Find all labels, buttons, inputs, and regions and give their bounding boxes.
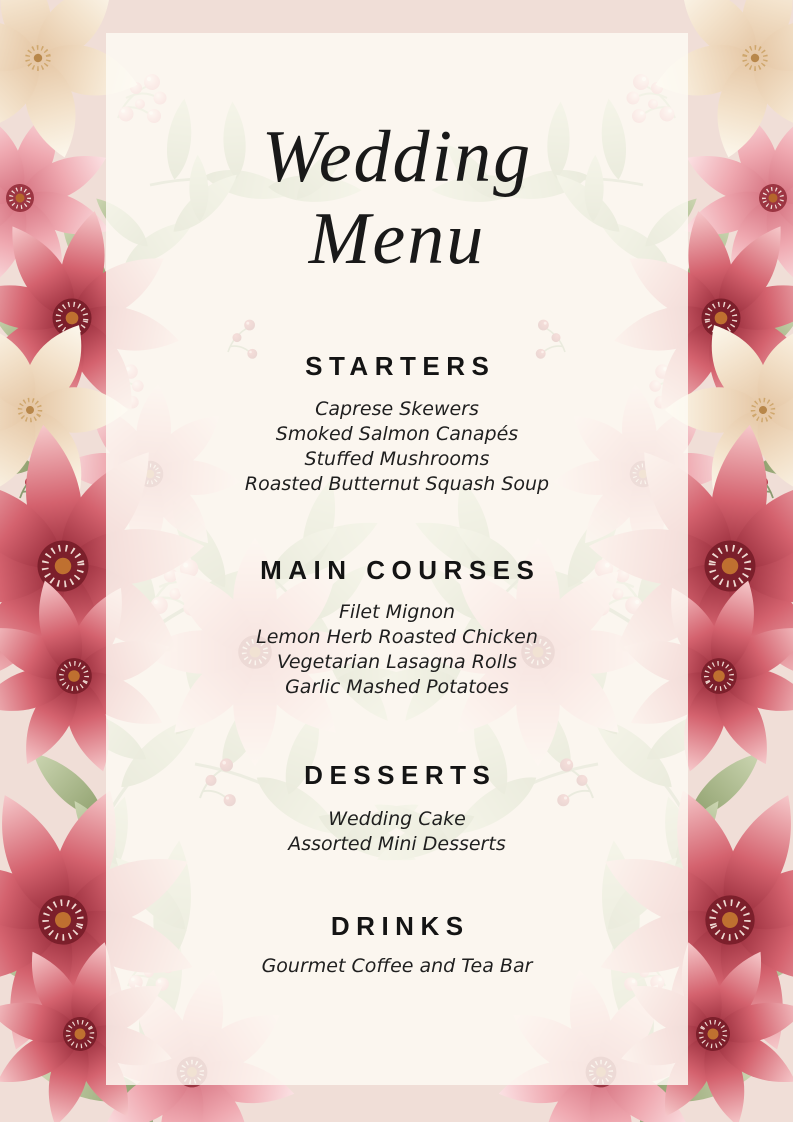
menu-item: Stuffed Mushrooms: [304, 448, 490, 470]
menu-item: Wedding Cake: [328, 808, 466, 830]
section-heading-starters: STARTERS: [305, 351, 496, 381]
menu-title-line2: Menu: [308, 198, 486, 280]
page-title: [106, 116, 688, 280]
section-items-desserts: [106, 807, 688, 857]
menu-item: Roasted Butternut Squash Soup: [244, 473, 550, 495]
menu-item: Garlic Mashed Potatoes: [285, 676, 509, 698]
menu-item: Lemon Herb Roasted Chicken: [256, 626, 538, 648]
menu-item: Assorted Mini Desserts: [288, 833, 506, 855]
menu-item: Gourmet Coffee and Tea Bar: [261, 955, 533, 977]
section-heading-desserts: DESSERTS: [304, 760, 497, 790]
section-heading-main-courses: MAIN COURSES: [260, 555, 541, 585]
menu-item: Caprese Skewers: [315, 398, 479, 420]
menu-title-line1: Wedding: [261, 116, 533, 198]
section-items-main-courses: [106, 600, 688, 700]
section-heading-drinks: DRINKS: [330, 911, 470, 941]
section-items-starters: [106, 397, 688, 497]
menu-item: Smoked Salmon Canapés: [275, 423, 519, 445]
menu-item: Filet Mignon: [338, 601, 456, 623]
section-items-drinks: [106, 954, 688, 979]
menu-item: Vegetarian Lasagna Rolls: [276, 651, 518, 673]
